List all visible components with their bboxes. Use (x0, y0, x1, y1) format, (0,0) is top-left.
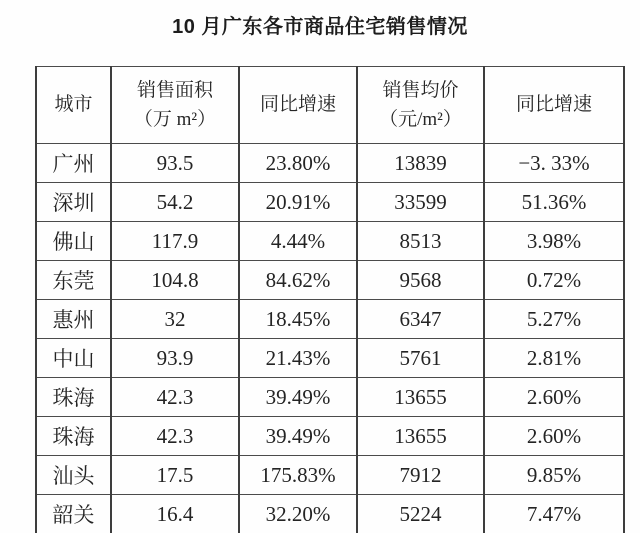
table-row (36, 144, 624, 183)
cell-city: 惠州 (36, 300, 111, 339)
cell-city: 深圳 (36, 183, 111, 222)
cell-city: 佛山 (36, 222, 111, 261)
cell-price-yoy: 7.47% (484, 495, 624, 533)
cell-city: 东莞 (36, 261, 111, 300)
cell-area: 104.8 (111, 261, 239, 300)
cell-area: 93.5 (111, 144, 239, 183)
cell-price-yoy: 3.98% (484, 222, 624, 261)
cell-area: 93.9 (111, 339, 239, 378)
cell-price: 33599 (357, 183, 484, 222)
cell-area-yoy: 32.20% (239, 495, 357, 533)
table-header (36, 67, 624, 144)
cell-city: 广州 (36, 144, 111, 183)
cell-area: 54.2 (111, 183, 239, 222)
cell-price-yoy: 5.27% (484, 300, 624, 339)
header-sales-area (111, 67, 239, 144)
header-sales-area-label: 销售面积 (136, 79, 213, 101)
housing-sales-table (35, 66, 625, 533)
cell-price: 8513 (357, 222, 484, 261)
header-city-label: 城市 (54, 94, 93, 116)
header-city (36, 67, 111, 144)
table-row (36, 300, 624, 339)
cell-city: 珠海 (36, 417, 111, 456)
cell-price-yoy: 2.60% (484, 378, 624, 417)
header-avg-price-unit: （元/m²） (379, 109, 462, 130)
table-row (36, 456, 624, 495)
cell-city: 珠海 (36, 378, 111, 417)
cell-price: 7912 (357, 456, 484, 495)
cell-area: 32 (111, 300, 239, 339)
header-avg-price (357, 67, 484, 144)
header-price-yoy (484, 67, 624, 144)
cell-area-yoy: 21.43% (239, 339, 357, 378)
cell-area: 42.3 (111, 417, 239, 456)
cell-price-yoy: 0.72% (484, 261, 624, 300)
cell-city: 韶关 (36, 495, 111, 533)
cell-price: 9568 (357, 261, 484, 300)
cell-area-yoy: 20.91% (239, 183, 357, 222)
cell-area-yoy: 39.49% (239, 378, 357, 417)
cell-price-yoy: 51.36% (484, 183, 624, 222)
table-row (36, 378, 624, 417)
cell-area: 16.4 (111, 495, 239, 533)
table-row (36, 222, 624, 261)
cell-price: 13655 (357, 417, 484, 456)
cell-price: 5224 (357, 495, 484, 533)
cell-area-yoy: 23.80% (239, 144, 357, 183)
document-title: 10 月广东各市商品住宅销售情况 (172, 16, 468, 38)
header-sales-area-unit: （万 m²） (133, 109, 217, 130)
cell-price: 13839 (357, 144, 484, 183)
table-row (36, 495, 624, 533)
cell-city: 中山 (36, 339, 111, 378)
header-avg-price-label: 销售均价 (382, 79, 459, 101)
table-body (36, 144, 624, 533)
table-row (36, 339, 624, 378)
cell-area: 17.5 (111, 456, 239, 495)
header-area-yoy-label: 同比增速 (259, 94, 336, 116)
table-row (36, 417, 624, 456)
cell-price: 13655 (357, 378, 484, 417)
cell-area-yoy: 39.49% (239, 417, 357, 456)
cell-area-yoy: 84.62% (239, 261, 357, 300)
cell-area-yoy: 4.44% (239, 222, 357, 261)
header-price-yoy-label: 同比增速 (515, 94, 592, 116)
table-row (36, 261, 624, 300)
header-area-yoy (239, 67, 357, 144)
cell-price-yoy: −3. 33% (484, 144, 624, 183)
cell-city: 汕头 (36, 456, 111, 495)
cell-area-yoy: 18.45% (239, 300, 357, 339)
cell-area-yoy: 175.83% (239, 456, 357, 495)
cell-price-yoy: 2.60% (484, 417, 624, 456)
header-row (36, 67, 624, 144)
table-row (36, 183, 624, 222)
cell-price: 6347 (357, 300, 484, 339)
cell-area: 117.9 (111, 222, 239, 261)
cell-price-yoy: 9.85% (484, 456, 624, 495)
cell-price-yoy: 2.81% (484, 339, 624, 378)
cell-area: 42.3 (111, 378, 239, 417)
cell-price: 5761 (357, 339, 484, 378)
